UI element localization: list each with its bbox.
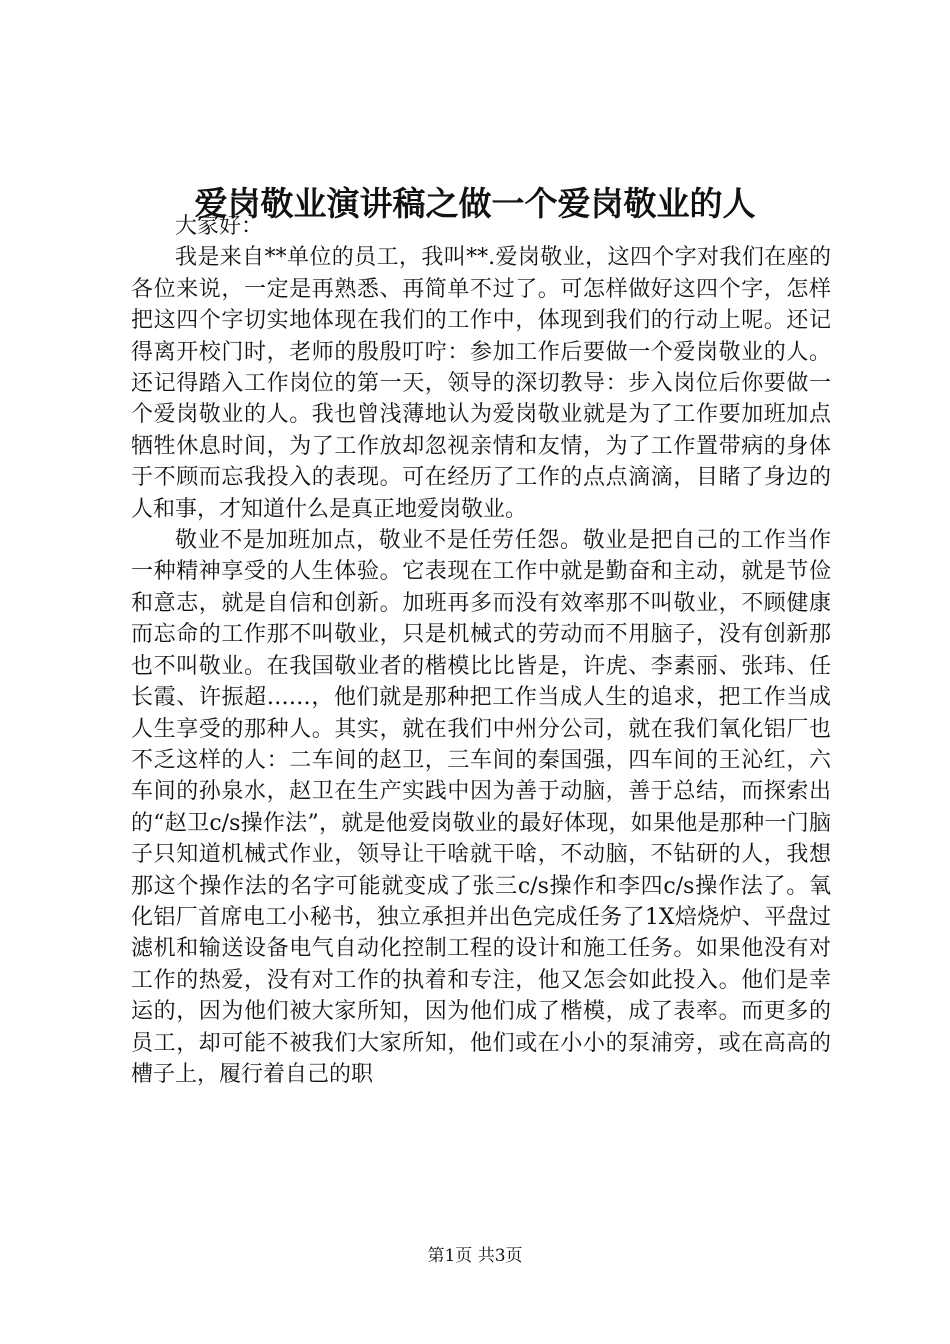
document-title: 爱岗敬业演讲稿之做一个爱岗敬业的人: [194, 184, 756, 224]
document-body: [131, 211, 831, 1090]
paragraph-2: 敬业不是加班加点，敬业不是任劳任怨。敬业是把自己的工作当作一种精神享受的人生体验。它表现在工作中就是勤奋和主动，就是节俭和意志，就是自信和创新。加班再多而没有效率那不叫敬业，不顾健康而忘命的工作那不叫敬业，只是机械式的劳动而不用脑子，没有创新那也不叫敬业。在我国敬业者的楷模比比皆是，许虎、李素丽、张玮、任长霞、许振超……，他们就是那种把工作当成人生的追求，把工作当成人生享受的那种人。其实，就在我们中州分公司，就在我们氧化铝厂也不乏这样的人：二车间的赵卫，三车间的秦国强，四车间的王沁红，六车间的孙泉水，赵卫在生产实践中因为善于动脑，善于总结，而探索出的“赵卫c/s操作法”，就是他爱岗敬业的最好体现，如果他是那种一门脑子只知道机械式作业，领导让干啥就干啥，不动脑，不钻研的人，我想那这个操作法的名字可能就变成了张三c/s操作和李四c/s操作法了。氧化铝厂首席电工小秘书，独立承担并出色完成任务了1X焙烧炉、平盘过滤机和输送设备电气自动化控制工程的设计和施工任务。如果他没有对工作的热爱，没有对工作的执着和专注，他又怎会如此投入。他们是幸运的，因为他们被大家所知，因为他们成了楷模，成了表率。而更多的员工，却可能不被我们大家所知，他们或在小小的泵浦旁，或在高高的槽子上，履行着自己的职: [131, 528, 831, 1087]
page-footer: 第1页 共3页: [427, 1246, 523, 1266]
paragraph-1: 我是来自**单位的员工，我叫**.爱岗敬业，这四个字对我们在座的各位来说，一定是再熟悉、再简单不过了。可怎样做好这四个字，怎样把这四个字切实地体现在我们的工作中，体现到我们的行动上呢。还记得离开校门时，老师的殷殷叮咛：参加工作后要做一个爱岗敬业的人。还记得踏入工作岗位的第一天，领导的深切教导：步入岗位后你要做一个爱岗敬业的人。我也曾浅薄地认为爱岗敬业就是为了工作要加班加点牺牲休息时间，为了工作放却忽视亲情和友情，为了工作置带病的身体于不顾而忘我投入的表现。可在经历了工作的点点滴滴，目睹了身边的人和事，才知道什么是真正地爱岗敬业。: [131, 245, 831, 522]
greeting-line: 大家好：: [175, 214, 264, 239]
